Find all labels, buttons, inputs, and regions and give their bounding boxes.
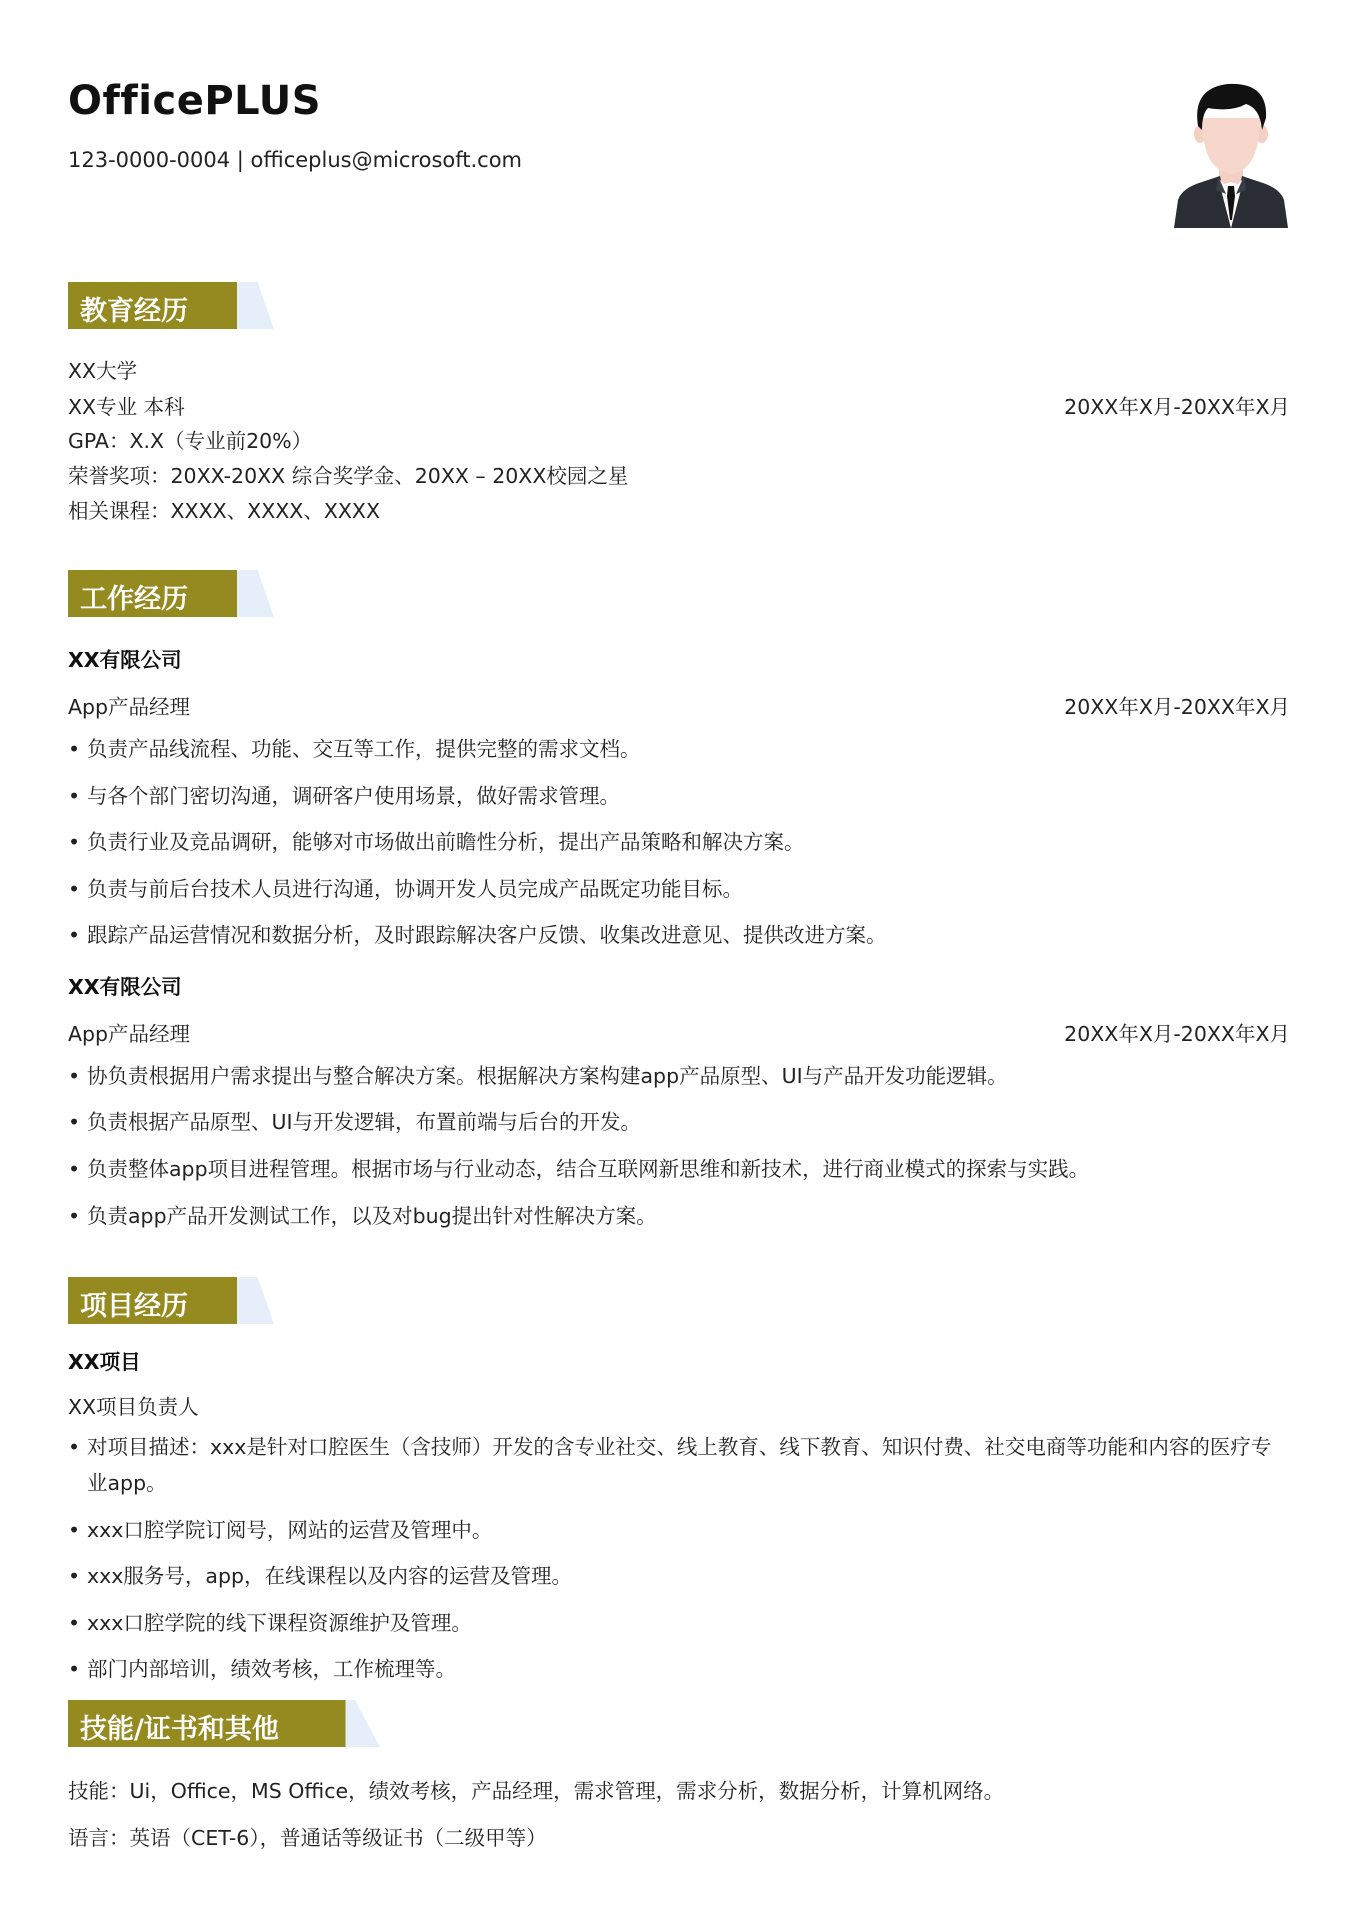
section-header-project <box>68 1277 274 1324</box>
list-item: • xxx服务号，app，在线课程以及内容的运营及管理。 <box>68 1564 572 1588</box>
education-date: 20XX年X月-20XX年X月 <box>1064 395 1290 419</box>
section-title: 项目经历 <box>80 1291 188 1322</box>
avatar <box>1172 78 1290 228</box>
job-date: 20XX年X月-20XX年X月 <box>1064 695 1290 719</box>
list-item: • xxx口腔学院的线下课程资源维护及管理。 <box>68 1611 472 1635</box>
project-name: XX项目 <box>68 1350 141 1374</box>
list-item: • 负责产品线流程、功能、交互等工作，提供完整的需求文档。 <box>68 737 641 761</box>
contact-info: 123-0000-0004 | officeplus@microsoft.com <box>68 148 523 172</box>
list-item: • 负责行业及竞品调研，能够对市场做出前瞻性分析，提出产品策略和解决方案。 <box>68 830 805 854</box>
list-item: • 负责app产品开发测试工作，以及对bug提出针对性解决方案。 <box>68 1204 657 1228</box>
job-role: App产品经理 <box>68 1022 191 1046</box>
honors: 荣誉奖项：20XX-20XX 综合奖学金、20XX – 20XX校园之星 <box>68 464 629 488</box>
section-title: 教育经历 <box>80 296 188 327</box>
job-date: 20XX年X月-20XX年X月 <box>1064 1022 1290 1046</box>
list-item: • 对项目描述：xxx是针对口腔医生（含技师）开发的含专业社交、线上教育、线下教育、知识付费、社交电商等功能和内容的医疗专业app。 <box>68 1435 1272 1495</box>
section-header-skills <box>68 1700 380 1747</box>
section-header-work <box>68 570 274 617</box>
company-name: XX有限公司 <box>68 975 182 999</box>
company-name: XX有限公司 <box>68 648 182 672</box>
skills-line: 技能：Ui，Office，MS Office，绩效考核，产品经理，需求管理，需求分析，数据分析，计算机网络。 <box>68 1779 1005 1803</box>
list-item: • 协负责根据用户需求提出与整合解决方案。根据解决方案构建app产品原型、UI与产品开发功能逻辑。 <box>68 1064 1008 1088</box>
list-item: • 负责与前后台技术人员进行沟通，协调开发人员完成产品既定功能目标。 <box>68 877 743 901</box>
list-item: • 跟踪产品运营情况和数据分析，及时跟踪解决客户反馈、收集改进意见、提供改进方案。 <box>68 923 887 947</box>
project-role: XX项目负责人 <box>68 1395 199 1419</box>
language-line: 语言：英语（CET-6），普通话等级证书（二级甲等） <box>68 1826 547 1850</box>
job-role: App产品经理 <box>68 695 191 719</box>
section-title: 工作经历 <box>80 584 188 615</box>
list-item: • xxx口腔学院订阅号，网站的运营及管理中。 <box>68 1518 493 1542</box>
avatar-portrait-icon <box>1172 78 1290 228</box>
list-item: • 与各个部门密切沟通，调研客户使用场景，做好需求管理。 <box>68 784 620 808</box>
school-name: XX大学 <box>68 359 138 383</box>
courses: 相关课程：XXXX、XXXX、XXXX <box>68 499 381 523</box>
list-item: • 部门内部培训，绩效考核，工作梳理等。 <box>68 1657 456 1681</box>
major-degree: XX专业 本科 <box>68 395 185 419</box>
gpa: GPA：X.X（专业前20%） <box>68 429 313 453</box>
section-header-education <box>68 282 274 329</box>
candidate-name: OfficePLUS <box>68 78 322 124</box>
list-item: • 负责整体app项目进程管理。根据市场与行业动态，结合互联网新思维和新技术，进行商业模式的探索与实践。 <box>68 1157 1090 1181</box>
section-title: 技能/证书和其他 <box>80 1714 279 1745</box>
list-item: • 负责根据产品原型、UI与开发逻辑，布置前端与后台的开发。 <box>68 1110 642 1134</box>
